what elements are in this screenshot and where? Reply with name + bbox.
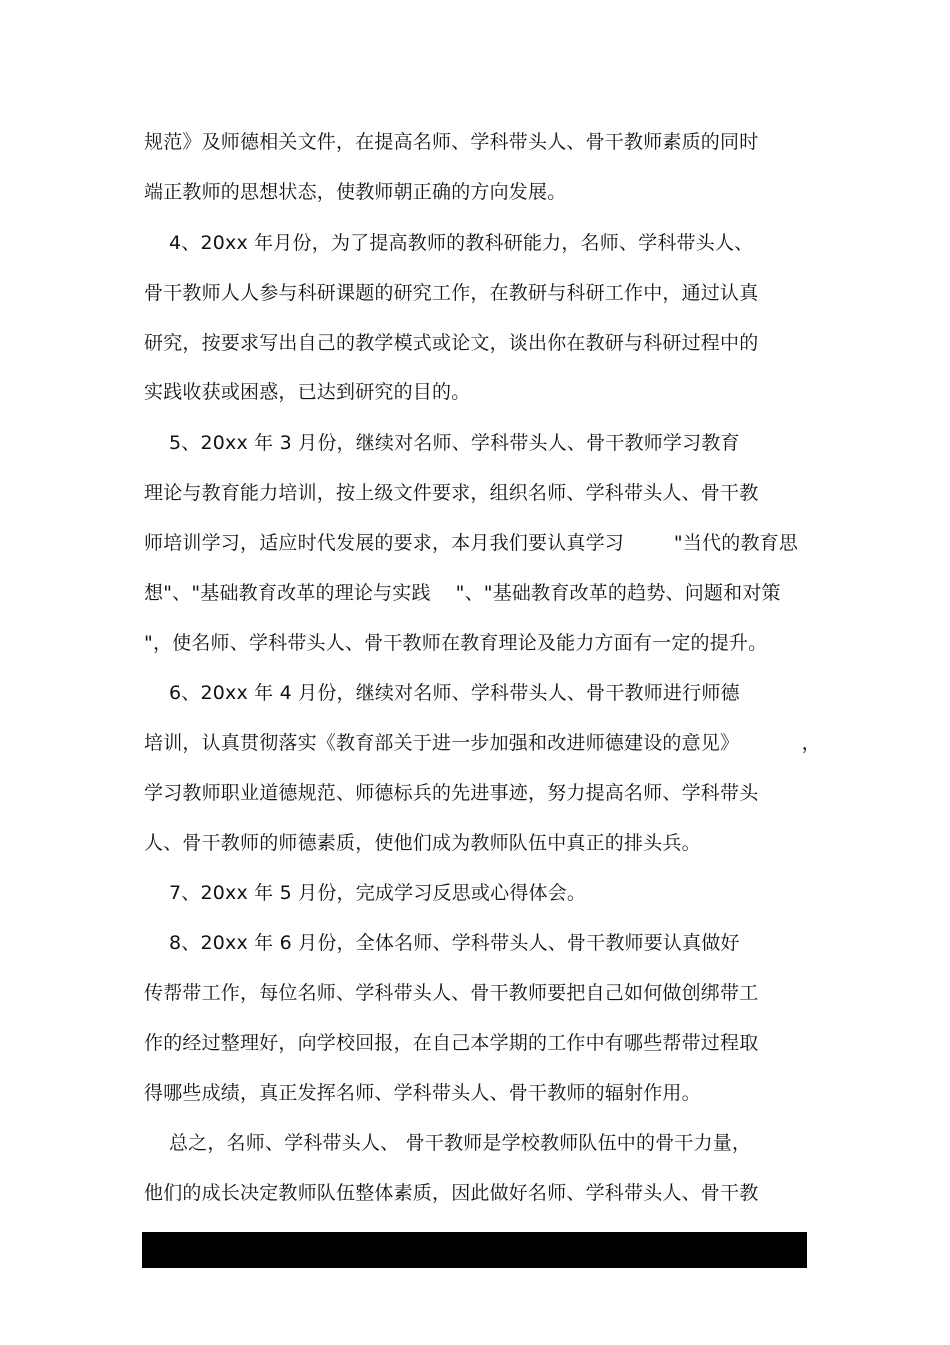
redaction-bar: [142, 1232, 807, 1268]
text-line: 端正教师的思想状态，使教师朝正确的方向发展。: [144, 181, 567, 203]
text-line: 实践收获或困惑，已达到研究的目的。: [144, 381, 471, 403]
text-line: 想"、"基础教育改革的理论与实践 "、"基础教育改革的趋势、问题和对策: [144, 582, 781, 604]
text-line: 师培训学习，适应时代发展的要求，本月我们要认真学习 "当代的教育思: [144, 532, 799, 554]
text-line: 研究，按要求写出自己的教学模式或论文，谈出你在教研与科研过程中的: [144, 332, 759, 354]
text-line: 5、20xx 年 3 月份，继续对名师、学科带头人、骨干教师学习教育: [144, 432, 740, 454]
text-line: 7、20xx 年 5 月份，完成学习反思或心得体会。: [144, 882, 587, 904]
text-line: 理论与教育能力培训，按上级文件要求，组织名师、学科带头人、骨干教: [144, 482, 759, 504]
text-line: 得哪些成绩，真正发挥名师、学科带头人、骨干教师的辐射作用。: [144, 1082, 701, 1104]
text-line: 他们的成长决定教师队伍整体素质，因此做好名师、学科带头人、骨干教: [144, 1182, 759, 1204]
text-line: 传帮带工作，每位名师、学科带头人、骨干教师要把自己如何做创绑带工: [144, 982, 759, 1004]
text-line: 作的经过整理好，向学校回报，在自己本学期的工作中有哪些帮带过程取: [144, 1032, 759, 1054]
text-line: 8、20xx 年 6 月份，全体名师、学科带头人、骨干教师要认真做好: [144, 932, 740, 954]
text-line: 总之，名师、学科带头人、 骨干教师是学校教师队伍中的骨干力量，: [144, 1132, 752, 1154]
text-line: 培训，认真贯彻落实《教育部关于进一步加强和改进师德建设的意见》 ，: [144, 732, 821, 754]
text-line: 6、20xx 年 4 月份，继续对名师、学科带头人、骨干教师进行师德: [144, 682, 740, 704]
text-line: 骨干教师人人参与科研课题的研究工作，在教研与科研工作中，通过认真: [144, 282, 759, 304]
text-line: 规范》及师德相关文件，在提高名师、学科带头人、骨干教师素质的同时: [144, 131, 759, 153]
text-line: 学习教师职业道德规范、师德标兵的先进事迹，努力提高名师、学科带头: [144, 782, 759, 804]
text-line: "，使名师、学科带头人、骨干教师在教育理论及能力方面有一定的提升。: [144, 632, 768, 654]
text-line: 4、20xx 年月份，为了提高教师的教科研能力，名师、学科带头人、: [144, 232, 754, 254]
text-line: 人、骨干教师的师德素质，使他们成为教师队伍中真正的排头兵。: [144, 832, 701, 854]
